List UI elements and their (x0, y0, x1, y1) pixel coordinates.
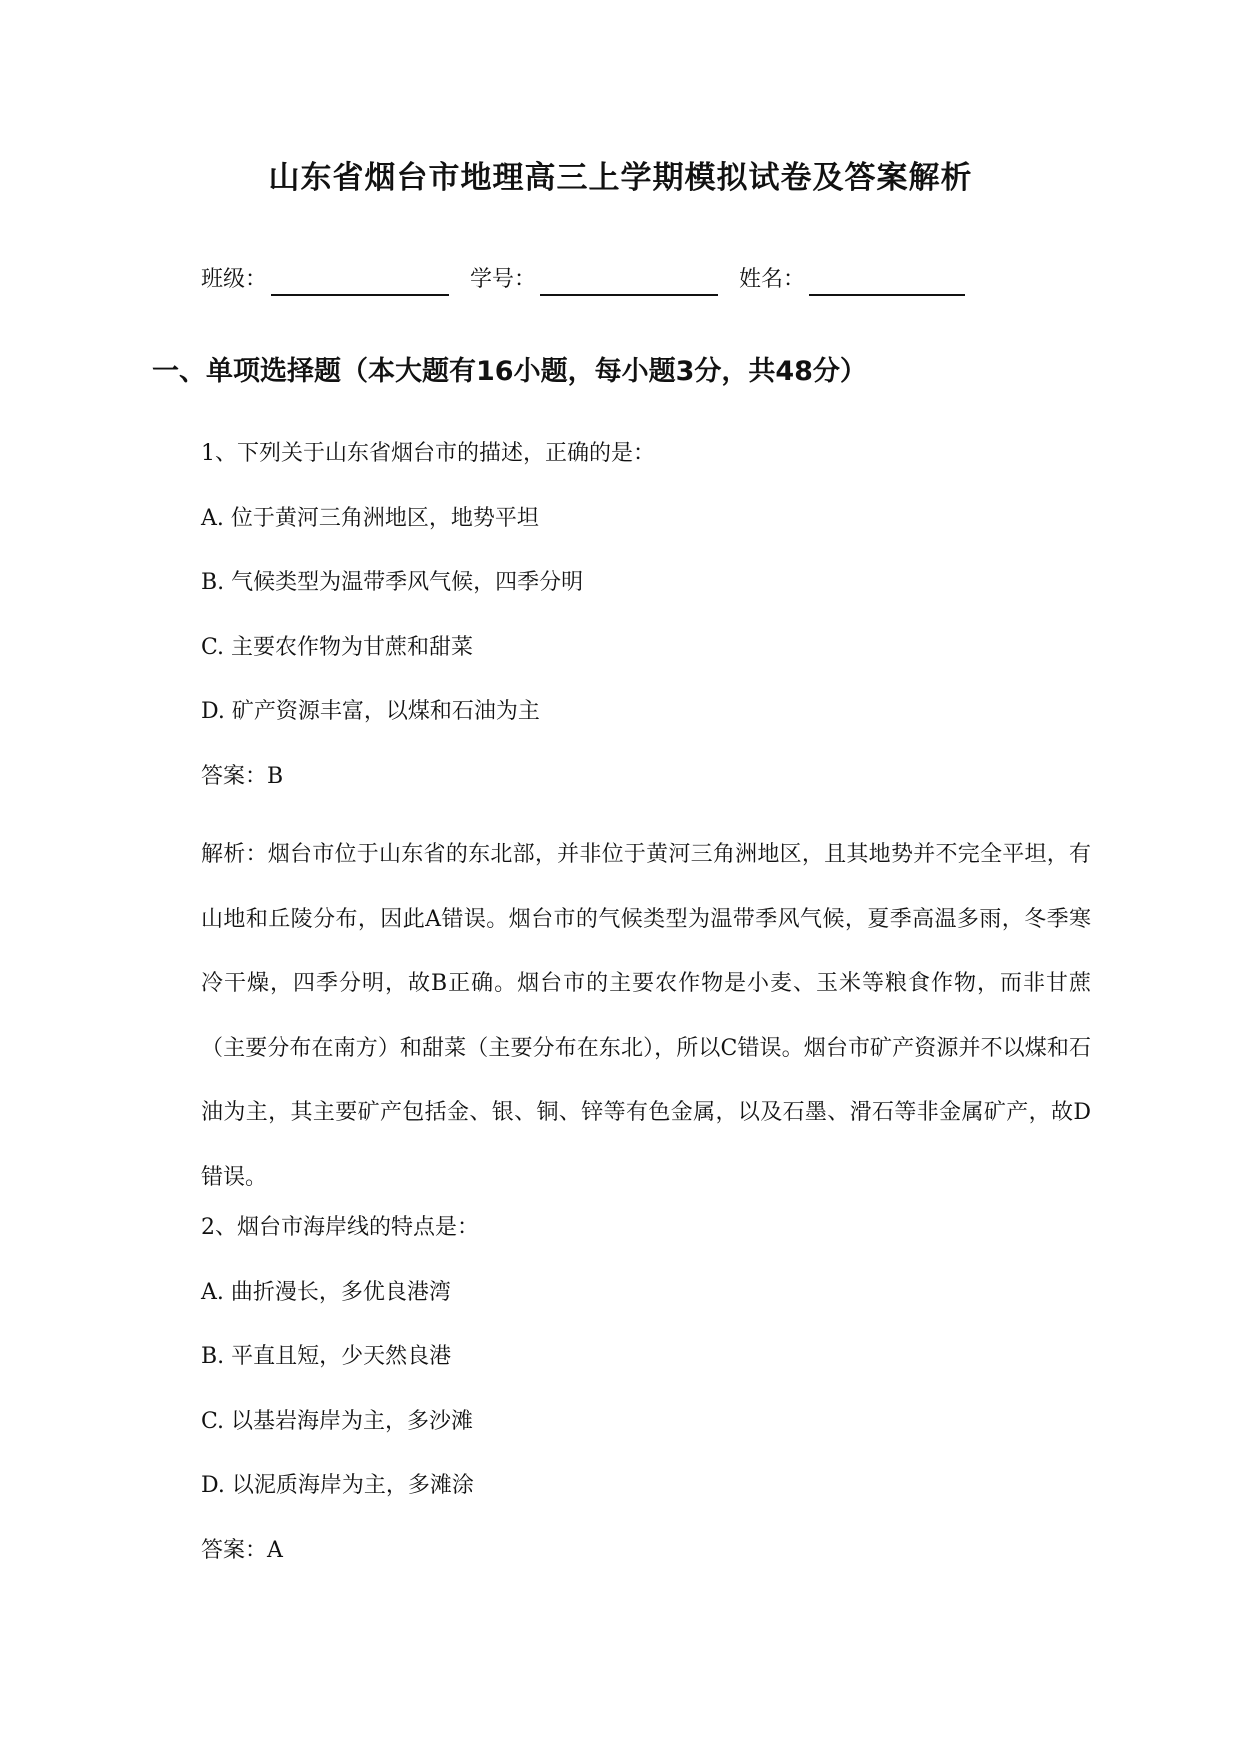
name-label: 姓名： (739, 267, 806, 292)
question-2-option-b: B. 平直且短，少天然良港 (201, 1344, 452, 1369)
student-id-blank[interactable] (540, 268, 718, 296)
student-info-row (201, 264, 965, 296)
question-2-stem: 2、烟台市海岸线的特点是： (201, 1215, 479, 1240)
question-1-option-c: C. 主要农作物为甘蔗和甜菜 (201, 634, 474, 660)
document-title: 山东省烟台市地理高三上学期模拟试卷及答案解析 (268, 160, 973, 196)
question-1-option-a: A. 位于黄河三角洲地区，地势平坦 (201, 505, 539, 531)
question-2-option-d: D. 以泥质海岸为主，多滩涂 (201, 1473, 474, 1498)
class-blank[interactable] (271, 268, 449, 296)
question-1-explanation: 解析：烟台市位于山东省的东北部，并非位于黄河三角洲地区，且其地势并不完全平坦，有山地和丘陵分布，因此A错误。烟台市的气候类型为温带季风气候，夏季高温多雨，冬季寒冷干燥，四季分明，故B正确。烟台市的主要农作物是小麦、玉米等粮食作物，而非甘蔗（主要分布在南方）和甜菜（主要分布在东北），所以C错误。烟台市矿产资源并不以煤和石油为主，其主要矿产包括金、银、铜、锌等有色金属，以及石墨、滑石等非金属矿产，故D错误。 (201, 842, 1091, 1190)
section-heading: 一、单项选择题（本大题有16小题，每小题3分，共48分） (152, 356, 867, 387)
question-2-option-a: A. 曲折漫长，多优良港湾 (201, 1279, 451, 1305)
question-1-answer: 答案：B (201, 763, 284, 789)
class-label: 班级： (201, 267, 268, 292)
questions-container (201, 436, 1091, 1597)
question-1-stem: 1、下列关于山东省烟台市的描述，正确的是： (201, 441, 655, 466)
student-id-label: 学号： (470, 267, 537, 292)
question-1-option-d: D. 矿产资源丰富，以煤和石油为主 (201, 699, 540, 724)
question-1-option-b: B. 气候类型为温带季风气候，四季分明 (201, 570, 584, 595)
question-2-option-c: C. 以基岩海岸为主，多沙滩 (201, 1408, 474, 1434)
name-blank[interactable] (809, 268, 965, 296)
question-2-answer: 答案：A (201, 1537, 283, 1563)
